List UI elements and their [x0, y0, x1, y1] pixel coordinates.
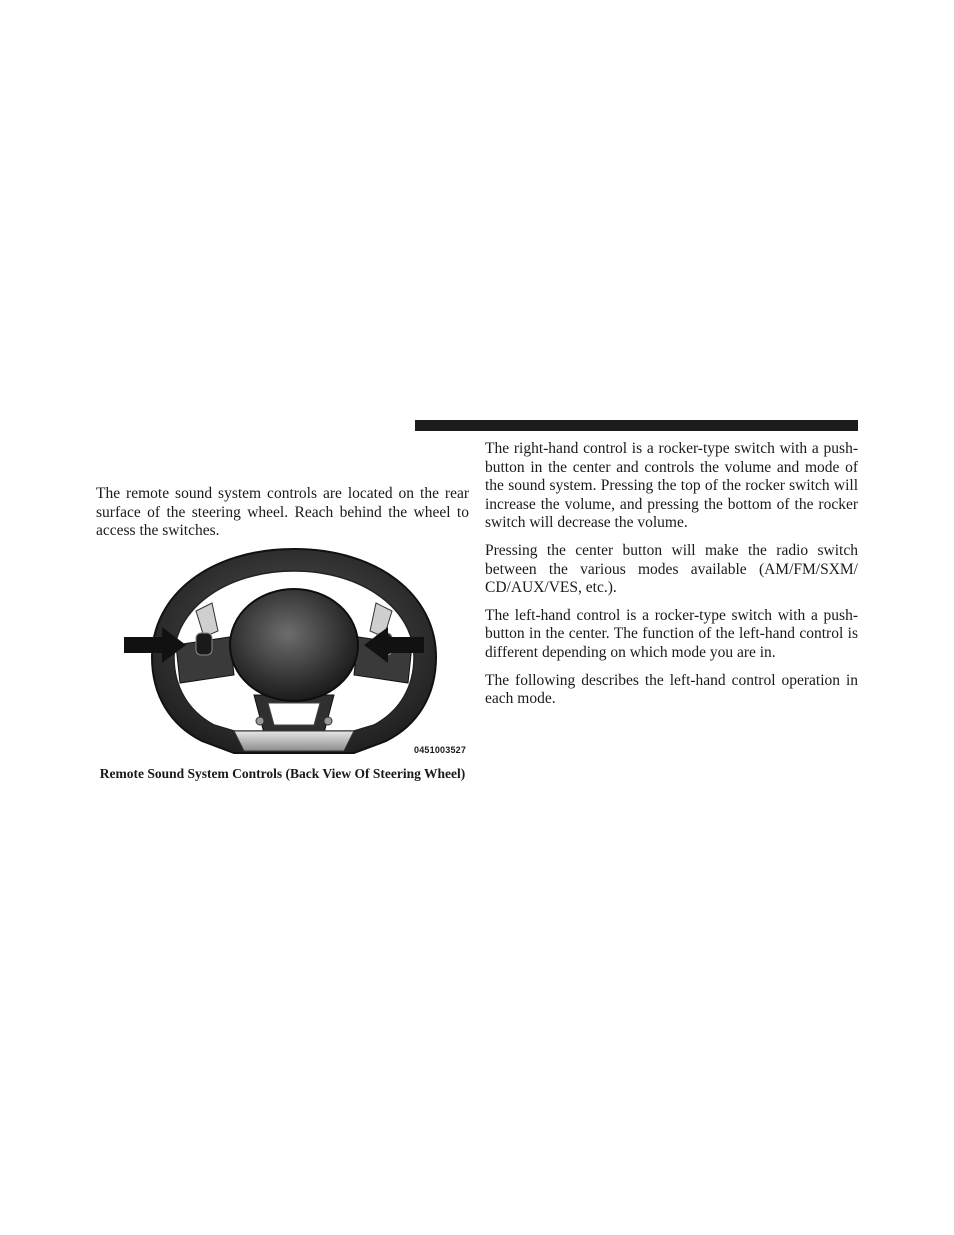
airbag-hub — [230, 589, 358, 701]
intro-paragraph: The remote sound system controls are located on the rear surface of the steering wheel. Reach behind the wheel to access the switches. — [96, 485, 469, 540]
paragraph-right-hand-control: The right-hand control is a rocker-type switch with a push-button in the center and controls the volume and mode of the sound system. Pressing the top of the rocker switch will increase the volume, and pressing the bottom of the rocker switch will decrease the volume. — [485, 440, 858, 532]
left-rocker-switch — [196, 633, 212, 655]
paragraph-left-hand-control: The left-hand control is a rocker-type switch with a push-button in the center. The function of the left-hand control is different depending on which mode you are in. — [485, 606, 858, 661]
steering-wheel-illustration-icon — [118, 545, 470, 760]
paragraph-center-button: Pressing the center button will make the radio switch between the various modes available (AM/FM/SXM/ CD/AUX/VES, etc.). — [485, 541, 858, 597]
figure-id: 0451003527 — [414, 745, 467, 755]
right-column — [485, 440, 858, 718]
steering-wheel-figure — [118, 545, 470, 760]
chrome-trim — [234, 731, 354, 751]
figure-caption: Remote Sound System Controls (Back View Of Steering Wheel) — [99, 766, 466, 781]
paragraph-following: The following describes the left-hand control operation in each mode. — [485, 671, 858, 708]
section-header-rule — [415, 420, 858, 431]
